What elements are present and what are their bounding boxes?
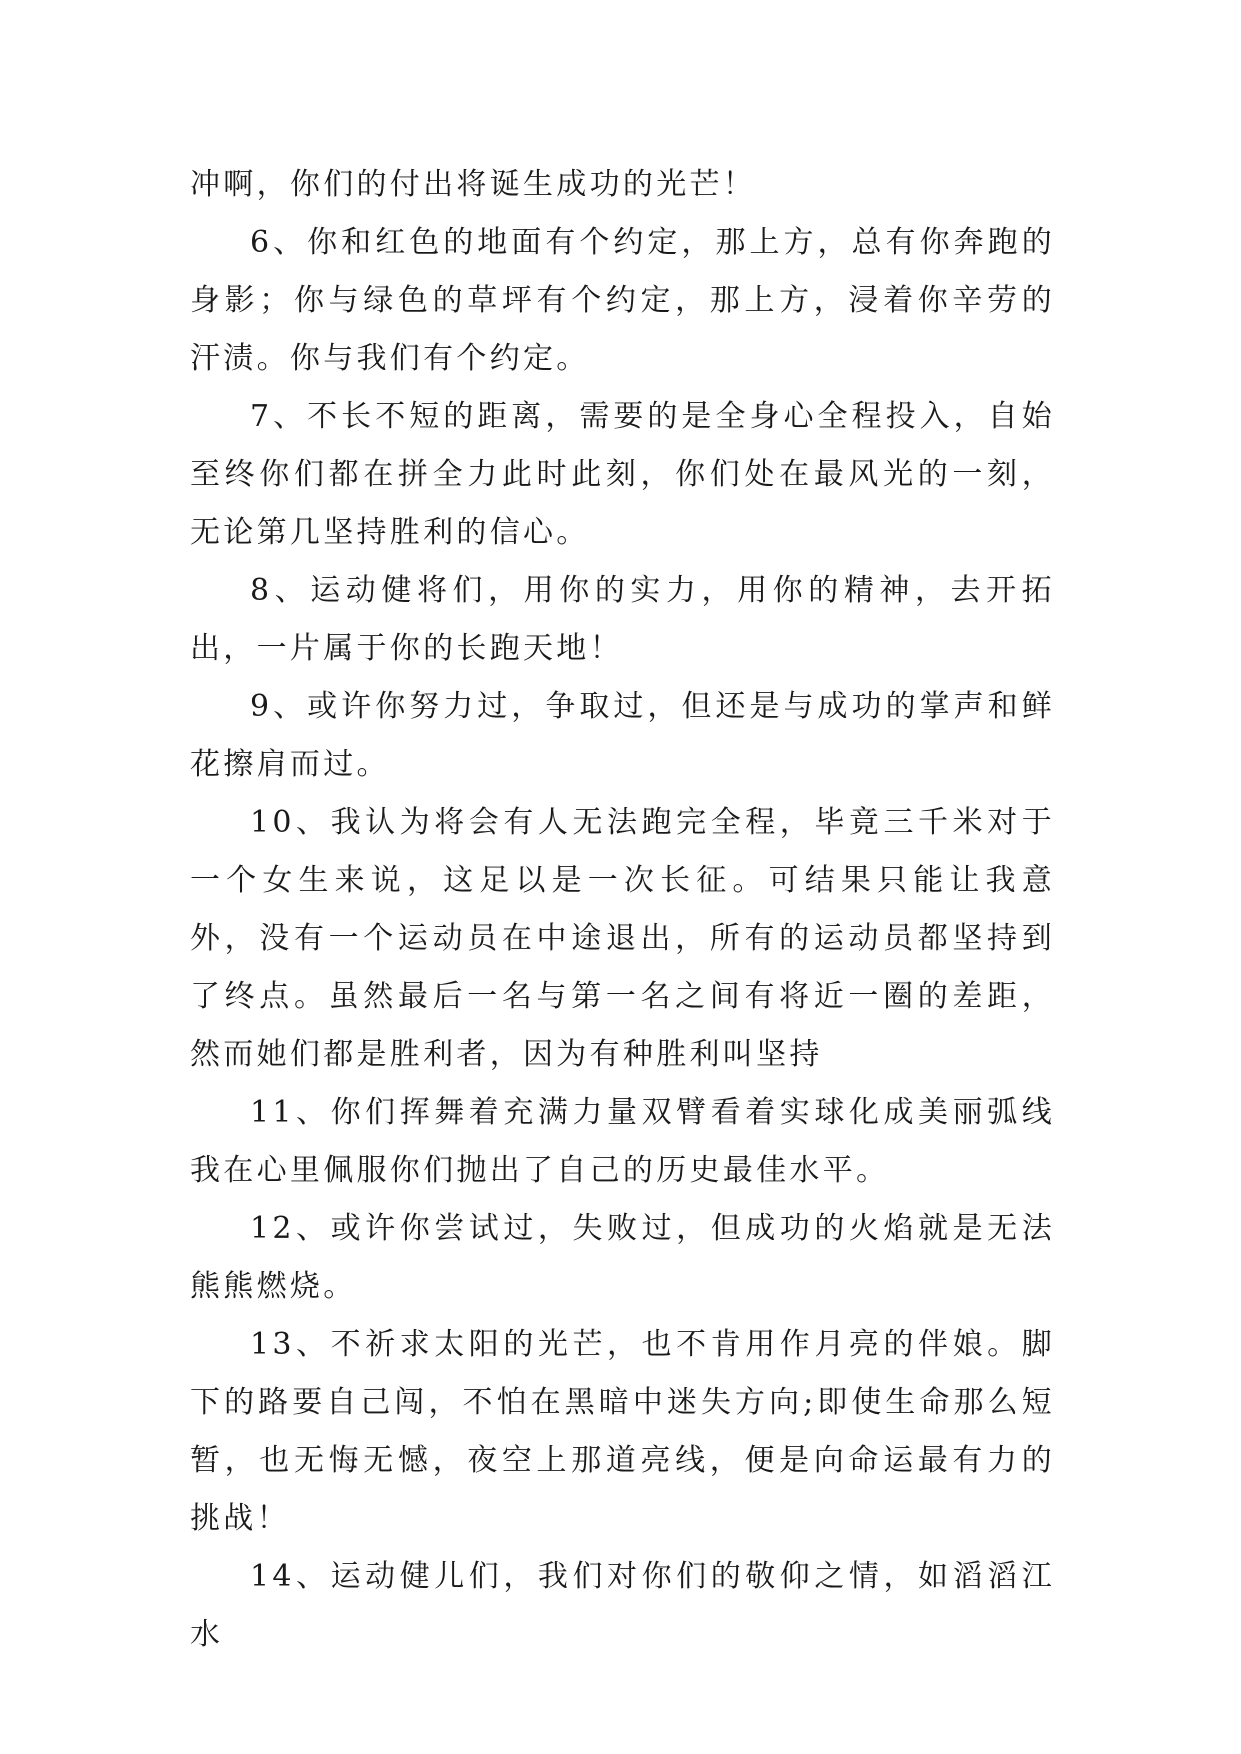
- paragraph-5-continuation: 冲啊，你们的付出将诞生成功的光芒！: [190, 167, 757, 202]
- paragraph-12: 12、或许你尝试过，失败过，但成功的火焰就是无法熊熊燃烧。: [190, 1211, 1055, 1304]
- paragraph-7: 7、不长不短的距离，需要的是全身心全程投入，自始至终你们都在拼全力此时此刻，你们处在最风光的一刻，无论第几坚持胜利的信心。: [190, 399, 1055, 550]
- document-body: [190, 156, 1055, 1664]
- paragraph-6: 6、你和红色的地面有个约定，那上方，总有你奔跑的身影；你与绿色的草坪有个约定，那上方，浸着你辛劳的汗渍。你与我们有个约定。: [190, 225, 1055, 376]
- paragraph-9: 9、或许你努力过，争取过，但还是与成功的掌声和鲜花擦肩而过。: [190, 689, 1055, 782]
- paragraph-14: 14、运动健儿们，我们对你们的敬仰之情，如滔滔江水: [190, 1559, 1055, 1652]
- paragraph-11: 11、你们挥舞着充满力量双臂看着实球化成美丽弧线我在心里佩服你们抛出了自己的历史最佳水平。: [190, 1095, 1055, 1188]
- paragraph-13: 13、不祈求太阳的光芒，也不肯用作月亮的伴娘。脚下的路要自己闯，不怕在黑暗中迷失方向;即使生命那么短暂，也无悔无憾，夜空上那道亮线，便是向命运最有力的挑战！: [190, 1327, 1055, 1536]
- paragraph-8: 8、运动健将们，用你的实力，用你的精神，去开拓出，一片属于你的长跑天地！: [190, 573, 1055, 666]
- paragraph-10: 10、我认为将会有人无法跑完全程，毕竟三千米对于一个女生来说，这足以是一次长征。可结果只能让我意外，没有一个运动员在中途退出，所有的运动员都坚持到了终点。虽然最后一名与第一名之间有将近一圈的差距，然而她们都是胜利者，因为有种胜利叫坚持: [190, 805, 1055, 1072]
